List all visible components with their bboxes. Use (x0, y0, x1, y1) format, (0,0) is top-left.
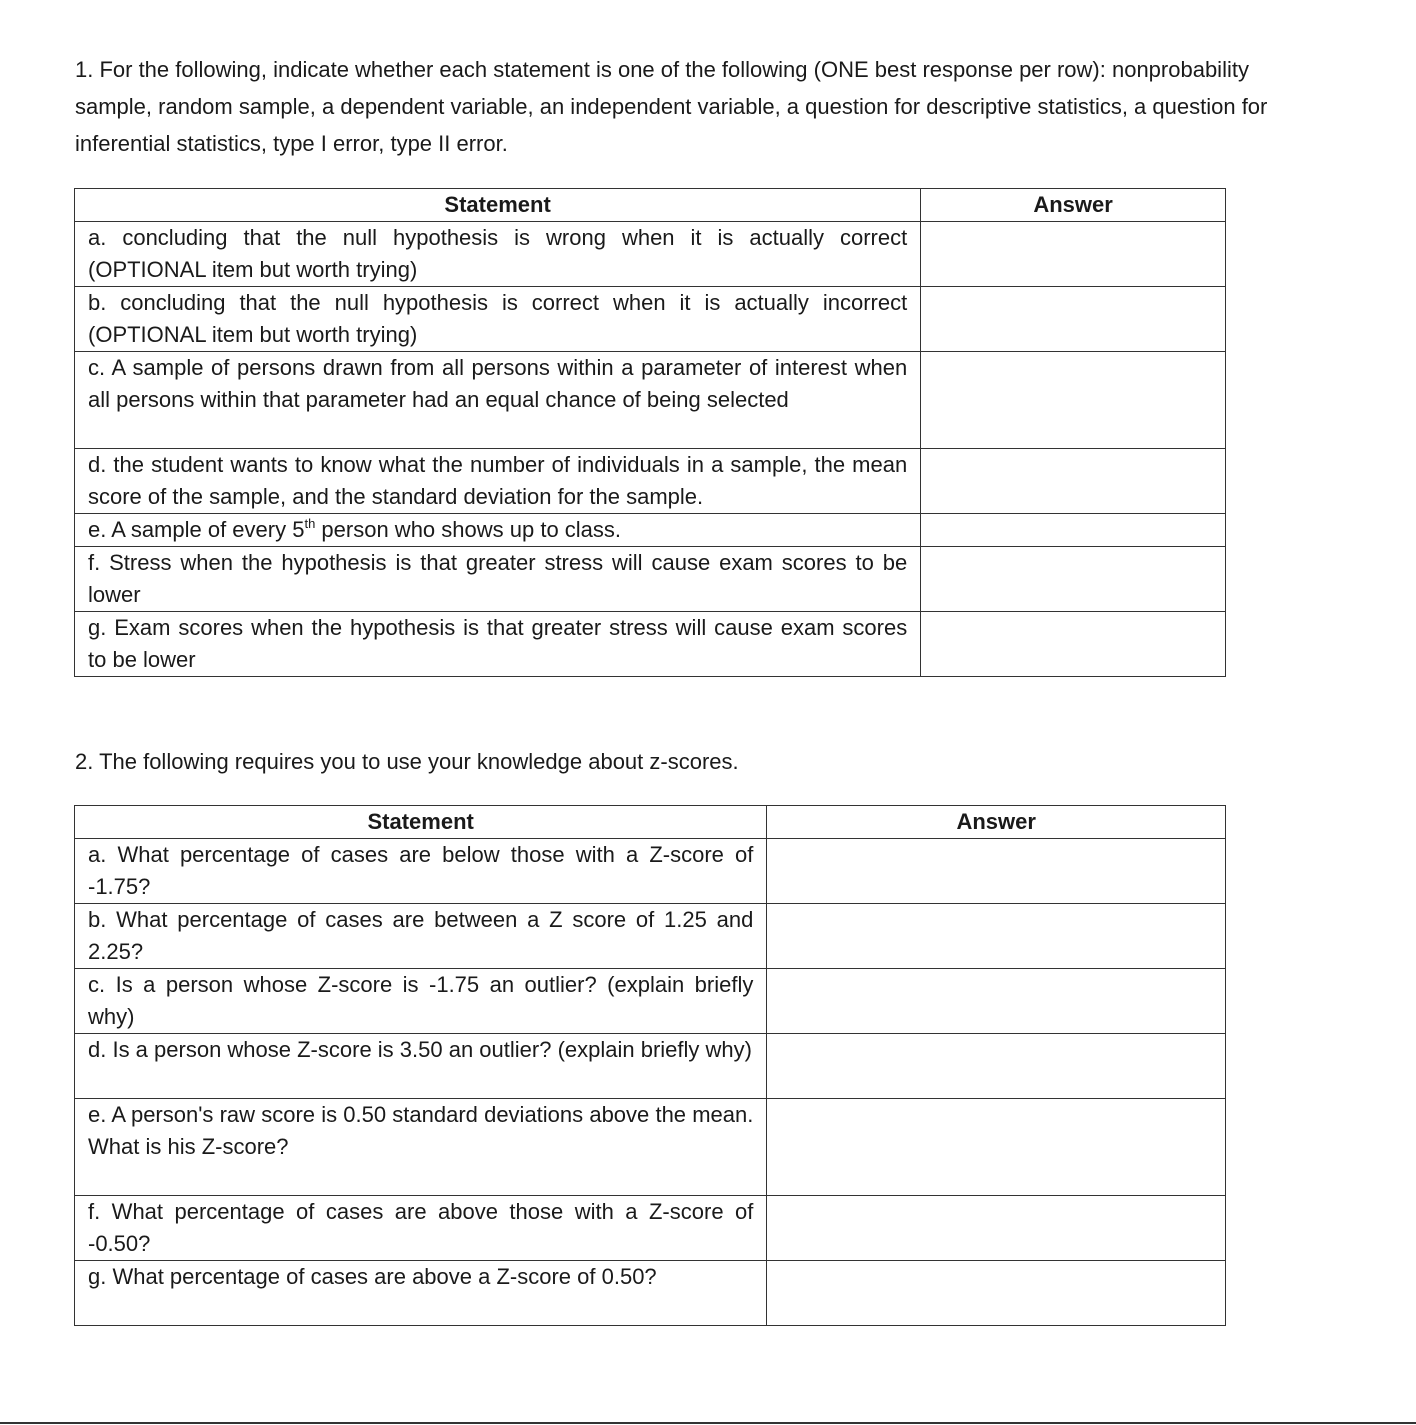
answer-header: Answer (767, 806, 1226, 839)
statement-cell: b. What percentage of cases are between a Z score of 1.25 and 2.25? (75, 904, 767, 969)
answer-cell[interactable] (921, 612, 1226, 677)
statement-text: person who shows up to class. (315, 517, 622, 542)
answer-cell[interactable] (767, 1034, 1226, 1099)
statement-cell: f. Stress when the hypothesis is that greater stress will cause exam scores to be lower (75, 547, 921, 612)
table-header-row (75, 189, 1226, 222)
statement-cell: f. What percentage of cases are above those with a Z-score of -0.50? (75, 1196, 767, 1261)
answer-cell[interactable] (767, 839, 1226, 904)
answer-cell[interactable] (767, 1261, 1226, 1326)
statement-cell: g. What percentage of cases are above a Z-score of 0.50? (75, 1261, 767, 1326)
ordinal-superscript: th (304, 516, 316, 531)
table-row (75, 547, 1226, 612)
answer-cell[interactable] (921, 352, 1226, 449)
question-1-prompt: 1. For the following, indicate whether each statement is one of the following (ONE best response per row): nonprobability sample, random sample, a dependent variable, an independent variable, a question for descriptive statistics, a question for inferential statistics, type I error, type II error. (75, 57, 1268, 156)
answer-cell[interactable] (921, 514, 1226, 547)
question-2-prompt: 2. The following requires you to use your knowledge about z-scores. (75, 749, 739, 774)
statement-cell: a. concluding that the null hypothesis is wrong when it is actually correct (OPTIONAL item but worth trying) (75, 222, 921, 287)
answer-cell[interactable] (767, 1196, 1226, 1261)
answer-cell[interactable] (767, 1099, 1226, 1196)
answer-cell[interactable] (921, 449, 1226, 514)
answer-cell[interactable] (921, 547, 1226, 612)
statement-cell: g. Exam scores when the hypothesis is that greater stress will cause exam scores to be lower (75, 612, 921, 677)
table-row (75, 612, 1226, 677)
table-row (75, 1261, 1226, 1326)
statement-cell: d. Is a person whose Z-score is 3.50 an outlier? (explain briefly why) (75, 1034, 767, 1099)
statement-header: Statement (75, 806, 767, 839)
table-row (75, 449, 1226, 514)
answer-cell[interactable] (767, 904, 1226, 969)
statement-cell: b. concluding that the null hypothesis is correct when it is actually incorrect (OPTIONAL item but worth trying) (75, 287, 921, 352)
question-1-table (74, 188, 1226, 677)
table-header-row (75, 806, 1226, 839)
table-row (75, 1034, 1226, 1099)
answer-cell[interactable] (921, 287, 1226, 352)
table-row (75, 904, 1226, 969)
table-row (75, 352, 1226, 449)
answer-cell[interactable] (767, 969, 1226, 1034)
table-row (75, 1196, 1226, 1261)
statement-cell: c. Is a person whose Z-score is -1.75 an outlier? (explain briefly why) (75, 969, 767, 1034)
answer-header: Answer (921, 189, 1226, 222)
table-row (75, 514, 1226, 547)
table-row (75, 222, 1226, 287)
statement-cell: a. What percentage of cases are below those with a Z-score of -1.75? (75, 839, 767, 904)
table-row (75, 839, 1226, 904)
statement-header: Statement (75, 189, 921, 222)
statement-cell: e. A person's raw score is 0.50 standard deviations above the mean. What is his Z-score? (75, 1099, 767, 1196)
table-row (75, 969, 1226, 1034)
table-row (75, 1099, 1226, 1196)
table-row (75, 287, 1226, 352)
answer-cell[interactable] (921, 222, 1226, 287)
page-bottom-divider (0, 1422, 1416, 1424)
statement-cell: c. A sample of persons drawn from all persons within a parameter of interest when all persons within that parameter had an equal chance of being selected (75, 352, 921, 449)
statement-text: e. A sample of every 5 (88, 517, 305, 542)
question-2-table (74, 805, 1226, 1326)
statement-cell (75, 514, 921, 547)
statement-cell: d. the student wants to know what the number of individuals in a sample, the mean score of the sample, and the standard deviation for the sample. (75, 449, 921, 514)
